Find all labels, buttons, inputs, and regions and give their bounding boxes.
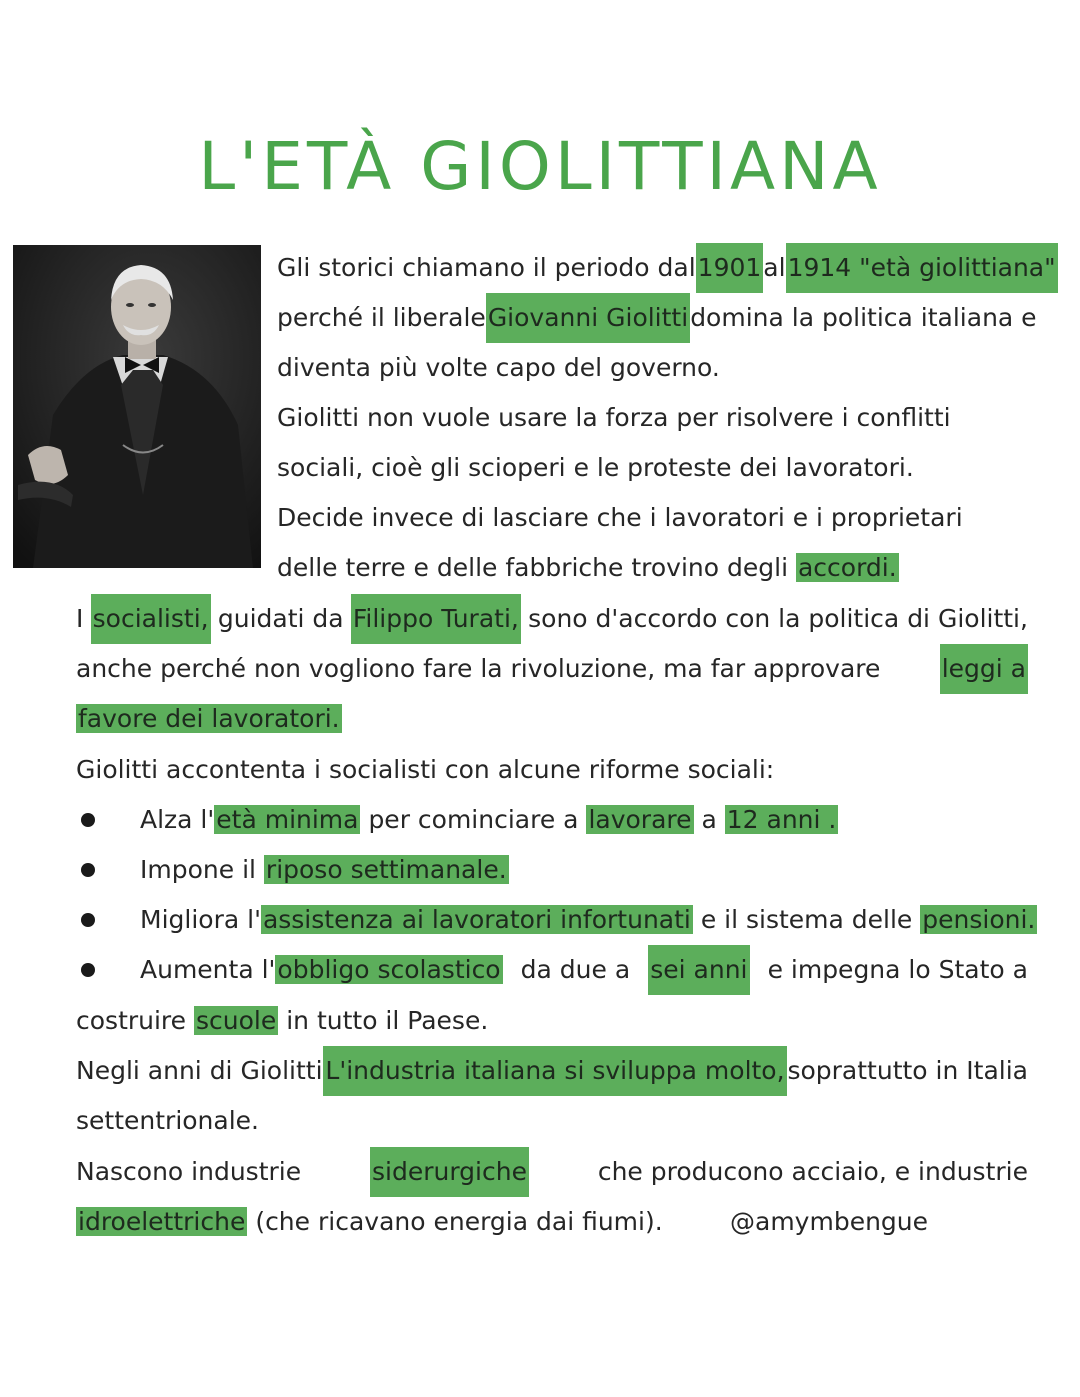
highlight-eta-minima: età minima [216,805,359,834]
text-segment: guidati da [217,604,344,633]
highlight-sei-anni: sei anni [648,945,749,995]
highlight-riposo-settimanale: riposo settimanale. [265,855,507,884]
bullet-1 [140,795,838,845]
highlight-leggi-a: leggi a [940,644,1028,694]
text-segment: costruire [76,1006,187,1035]
text-segment: Aumenta l' [140,955,276,984]
text-segment: Negli anni di Giolitti [76,1056,323,1085]
p7-line-2 [76,1197,663,1247]
p2-line-2: sociali, cioè gli scioperi e le proteste dei lavoratori. [277,453,914,482]
highlight-accordi: accordi. [797,553,897,582]
text-segment: Gli storici chiamano il periodo dal [277,253,696,282]
p4-line-3 [76,694,342,744]
text-segment [140,945,503,995]
p6-line-2: settentrionale. [76,1106,259,1135]
highlight-pensioni: pensioni. [922,905,1036,934]
p4-line-2 [76,644,1028,694]
text-segment: Alza l' [140,805,215,834]
highlight-assistenza: assistenza ai lavoratori infortunati [262,905,691,934]
text-segment: Giolitti non vuole usare la forza per risolvere i conflitti [277,403,951,432]
bullet-dot [81,863,95,877]
p1-line-2 [277,293,1037,343]
text-segment: che producono acciaio, e industrie [597,1157,1028,1186]
bullet-4-continued [76,996,488,1046]
p4-line-1 [76,594,1028,644]
page-title: L'ETÀ GIOLITTIANA [198,128,882,205]
highlight-obbligo-scolastico: obbligo scolastico [277,955,501,984]
bullet-dot [81,813,95,827]
text-segment: anche perché non vogliono fare la rivoluzione, ma far approvare [76,654,881,683]
author-signature: @amymbengue [730,1207,929,1236]
text-segment: delle terre e delle fabbriche trovino degli [277,553,789,582]
p7-line-1 [76,1147,1028,1197]
p3-line-1: Decide invece di lasciare che i lavoratori e i proprietari [277,503,963,532]
p3-line-2 [277,543,899,593]
text-segment: domina la politica italiana e [690,303,1037,332]
p6-line-1 [76,1046,1028,1096]
text-segment: in tutto il Paese. [286,1006,489,1035]
bullet-dot [81,963,95,977]
highlight-1914-eta-giolittiana: 1914 "età giolittiana" [786,243,1058,293]
text-segment: Impone il [140,855,256,884]
highlight-idroelettriche: idroelettriche [78,1207,246,1236]
bullet-4 [140,945,1028,995]
highlight-giovanni-giolitti: Giovanni Giolitti [486,293,690,343]
bullet-dot [81,913,95,927]
highlight-siderurgiche: siderurgiche [370,1147,529,1197]
highlight-industria-italiana: L'industria italiana si sviluppa molto, [323,1046,786,1096]
text-segment: per cominciare a [368,805,579,834]
p1-line-3: diventa più volte capo del governo. [277,353,720,382]
highlight-socialisti: socialisti, [91,594,211,644]
text-segment: e impegna lo Stato a [767,955,1028,984]
highlight-scuole: scuole [196,1006,277,1035]
p2-line-1 [277,393,1028,443]
text-segment: Nascono industrie [76,1157,302,1186]
bullet-3 [140,895,1037,945]
highlight-12-anni: 12 anni . [726,805,837,834]
p5-line: Giolitti accontenta i socialisti con alcune riforme sociali: [76,755,775,784]
text-segment: sono d'accordo con la politica di Giolitti, [528,604,1028,633]
portrait-illustration [13,245,261,568]
text-segment: da due a [520,955,631,984]
highlight-1901: 1901 [696,243,764,293]
highlight-lavorare: lavorare [588,805,692,834]
highlight-filippo-turati: Filippo Turati, [351,594,521,644]
text-segment: (che ricavano energia dai fiumi). [255,1207,663,1236]
text-segment: a [701,805,717,834]
text-segment: I [76,604,84,633]
p1-line-1 [277,243,1056,293]
giolitti-portrait-photo [13,245,261,568]
bullet-2 [140,845,509,895]
text-segment: perché il liberale [277,303,486,332]
text-segment: soprattutto in Italia [787,1056,1028,1085]
highlight-favore-dei-lavoratori: favore dei lavoratori. [78,704,340,733]
text-segment: e il sistema delle [700,905,913,934]
text-segment: al [763,253,786,282]
text-segment: Migliora l' [140,905,261,934]
